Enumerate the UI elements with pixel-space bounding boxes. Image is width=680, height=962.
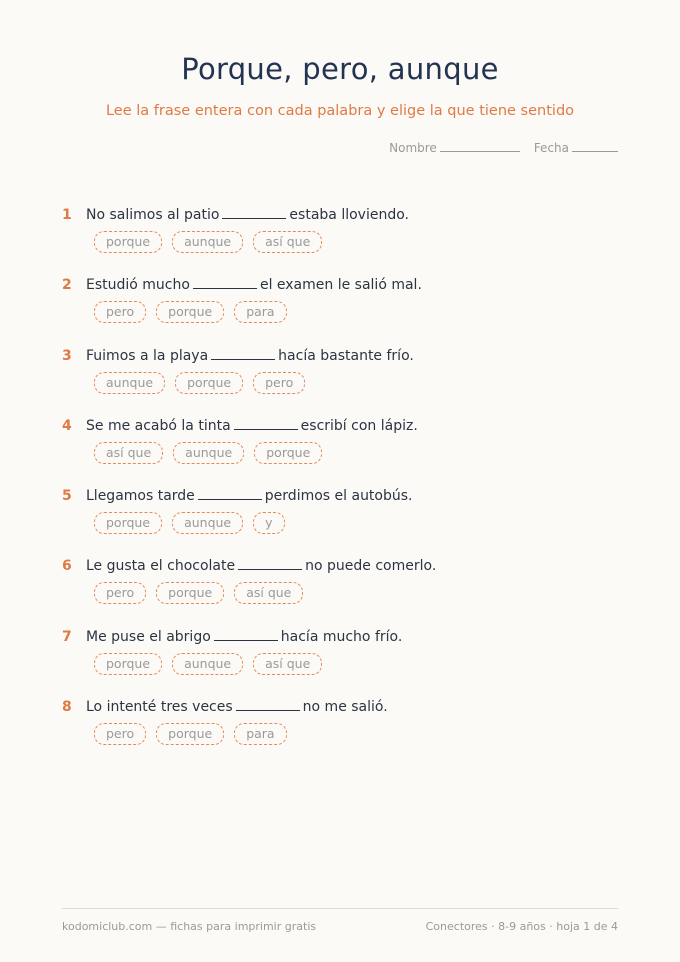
option-chip[interactable]: y [253, 512, 284, 534]
sentence-start: Fuimos a la playa [86, 347, 209, 364]
question-number: 6 [62, 558, 72, 575]
question-number: 3 [62, 347, 72, 364]
sentence-start: No salimos al patio [86, 207, 220, 223]
question-list [62, 204, 622, 766]
sentence-end: hacía bastante frío. [278, 347, 414, 364]
option-group [94, 512, 622, 534]
question-sentence [62, 485, 622, 507]
option-chip[interactable]: pero [253, 372, 305, 394]
answer-blank[interactable] [214, 627, 278, 641]
option-chip[interactable]: porque [94, 653, 162, 675]
name-date-fields [389, 139, 618, 155]
answer-blank[interactable] [198, 486, 262, 500]
option-chip[interactable]: porque [175, 372, 243, 394]
question [62, 696, 622, 766]
question-sentence [62, 626, 622, 648]
option-chip[interactable]: porque [94, 512, 162, 534]
answer-blank[interactable] [211, 346, 275, 360]
sentence-end: escribí con lápiz. [300, 417, 418, 434]
question [62, 415, 622, 485]
sentence-end: el examen le salió mal. [259, 277, 422, 294]
question-sentence [62, 555, 622, 577]
option-chip[interactable]: pero [94, 301, 146, 323]
sentence-start: Estudió mucho [86, 277, 190, 294]
question [62, 485, 622, 555]
sentence-end: estaba lloviendo. [289, 207, 409, 223]
option-chip[interactable]: para [234, 301, 286, 323]
question-number: 8 [62, 699, 72, 716]
question-sentence [62, 415, 622, 437]
sentence-end: perdimos el autobús. [264, 488, 413, 505]
sentence-start: Llegamos tarde [86, 488, 195, 505]
option-group [94, 442, 622, 464]
answer-blank[interactable] [238, 556, 302, 570]
option-group [94, 582, 622, 604]
page-subtitle: Lee la frase entera con cada palabra y elige la que tiene sentido [105, 103, 575, 119]
option-group [94, 301, 622, 323]
option-chip[interactable]: aunque [172, 653, 243, 675]
question-number: 7 [62, 628, 72, 645]
footer-divider [62, 908, 618, 909]
name-field[interactable] [389, 139, 526, 155]
option-group [94, 723, 622, 745]
date-blank[interactable] [572, 139, 618, 152]
question-sentence [62, 696, 622, 718]
option-chip[interactable]: porque [156, 723, 224, 745]
question-number: 2 [62, 277, 72, 294]
sentence-start: Se me acabó la tinta [86, 417, 231, 434]
option-chip[interactable]: pero [94, 582, 146, 604]
date-field[interactable] [534, 139, 618, 155]
sentence-end: no puede comerlo. [305, 558, 437, 575]
sentence-end: hacía mucho frío. [280, 628, 403, 645]
sentence-start: Lo intenté tres veces [86, 699, 233, 716]
option-chip[interactable]: porque [156, 582, 224, 604]
answer-blank[interactable] [193, 275, 257, 289]
sentence-end: no me salió. [302, 699, 388, 716]
option-group [94, 372, 622, 394]
option-group [94, 653, 622, 675]
footer-page-info: Conectores · 8-9 años · hoja 1 de 4 [425, 920, 618, 933]
question-number: 1 [62, 207, 72, 223]
option-chip[interactable]: aunque [173, 442, 244, 464]
option-chip[interactable]: pero [94, 723, 146, 745]
question [62, 345, 622, 415]
option-group [94, 231, 622, 253]
name-blank[interactable] [440, 139, 520, 152]
option-chip[interactable]: porque [156, 301, 224, 323]
option-chip[interactable]: aunque [172, 231, 243, 253]
answer-blank[interactable] [234, 416, 298, 430]
option-chip[interactable]: porque [254, 442, 322, 464]
option-chip[interactable]: aunque [172, 512, 243, 534]
name-label: Nombre [389, 141, 437, 155]
question [62, 274, 622, 344]
question-number: 5 [62, 488, 72, 505]
option-chip[interactable]: para [234, 723, 286, 745]
question-sentence [62, 345, 622, 367]
sentence-start: Me puse el abrigo [86, 628, 211, 645]
option-chip[interactable]: porque [94, 231, 162, 253]
option-chip[interactable]: así que [234, 582, 303, 604]
footer-source: kodomiclub.com — fichas para imprimir gratis [62, 920, 317, 933]
option-chip[interactable]: así que [94, 442, 163, 464]
answer-blank[interactable] [222, 205, 286, 219]
question [62, 555, 622, 625]
question-sentence [62, 204, 622, 226]
answer-blank[interactable] [236, 697, 300, 711]
date-label: Fecha [533, 141, 569, 155]
question-sentence [62, 274, 622, 296]
option-chip[interactable]: aunque [94, 372, 165, 394]
option-chip[interactable]: así que [253, 231, 322, 253]
question [62, 626, 622, 696]
page-title: Porque, pero, aunque [181, 52, 499, 86]
question-number: 4 [62, 417, 72, 434]
option-chip[interactable]: así que [253, 653, 322, 675]
sentence-start: Le gusta el chocolate [86, 558, 236, 575]
question [62, 204, 622, 274]
